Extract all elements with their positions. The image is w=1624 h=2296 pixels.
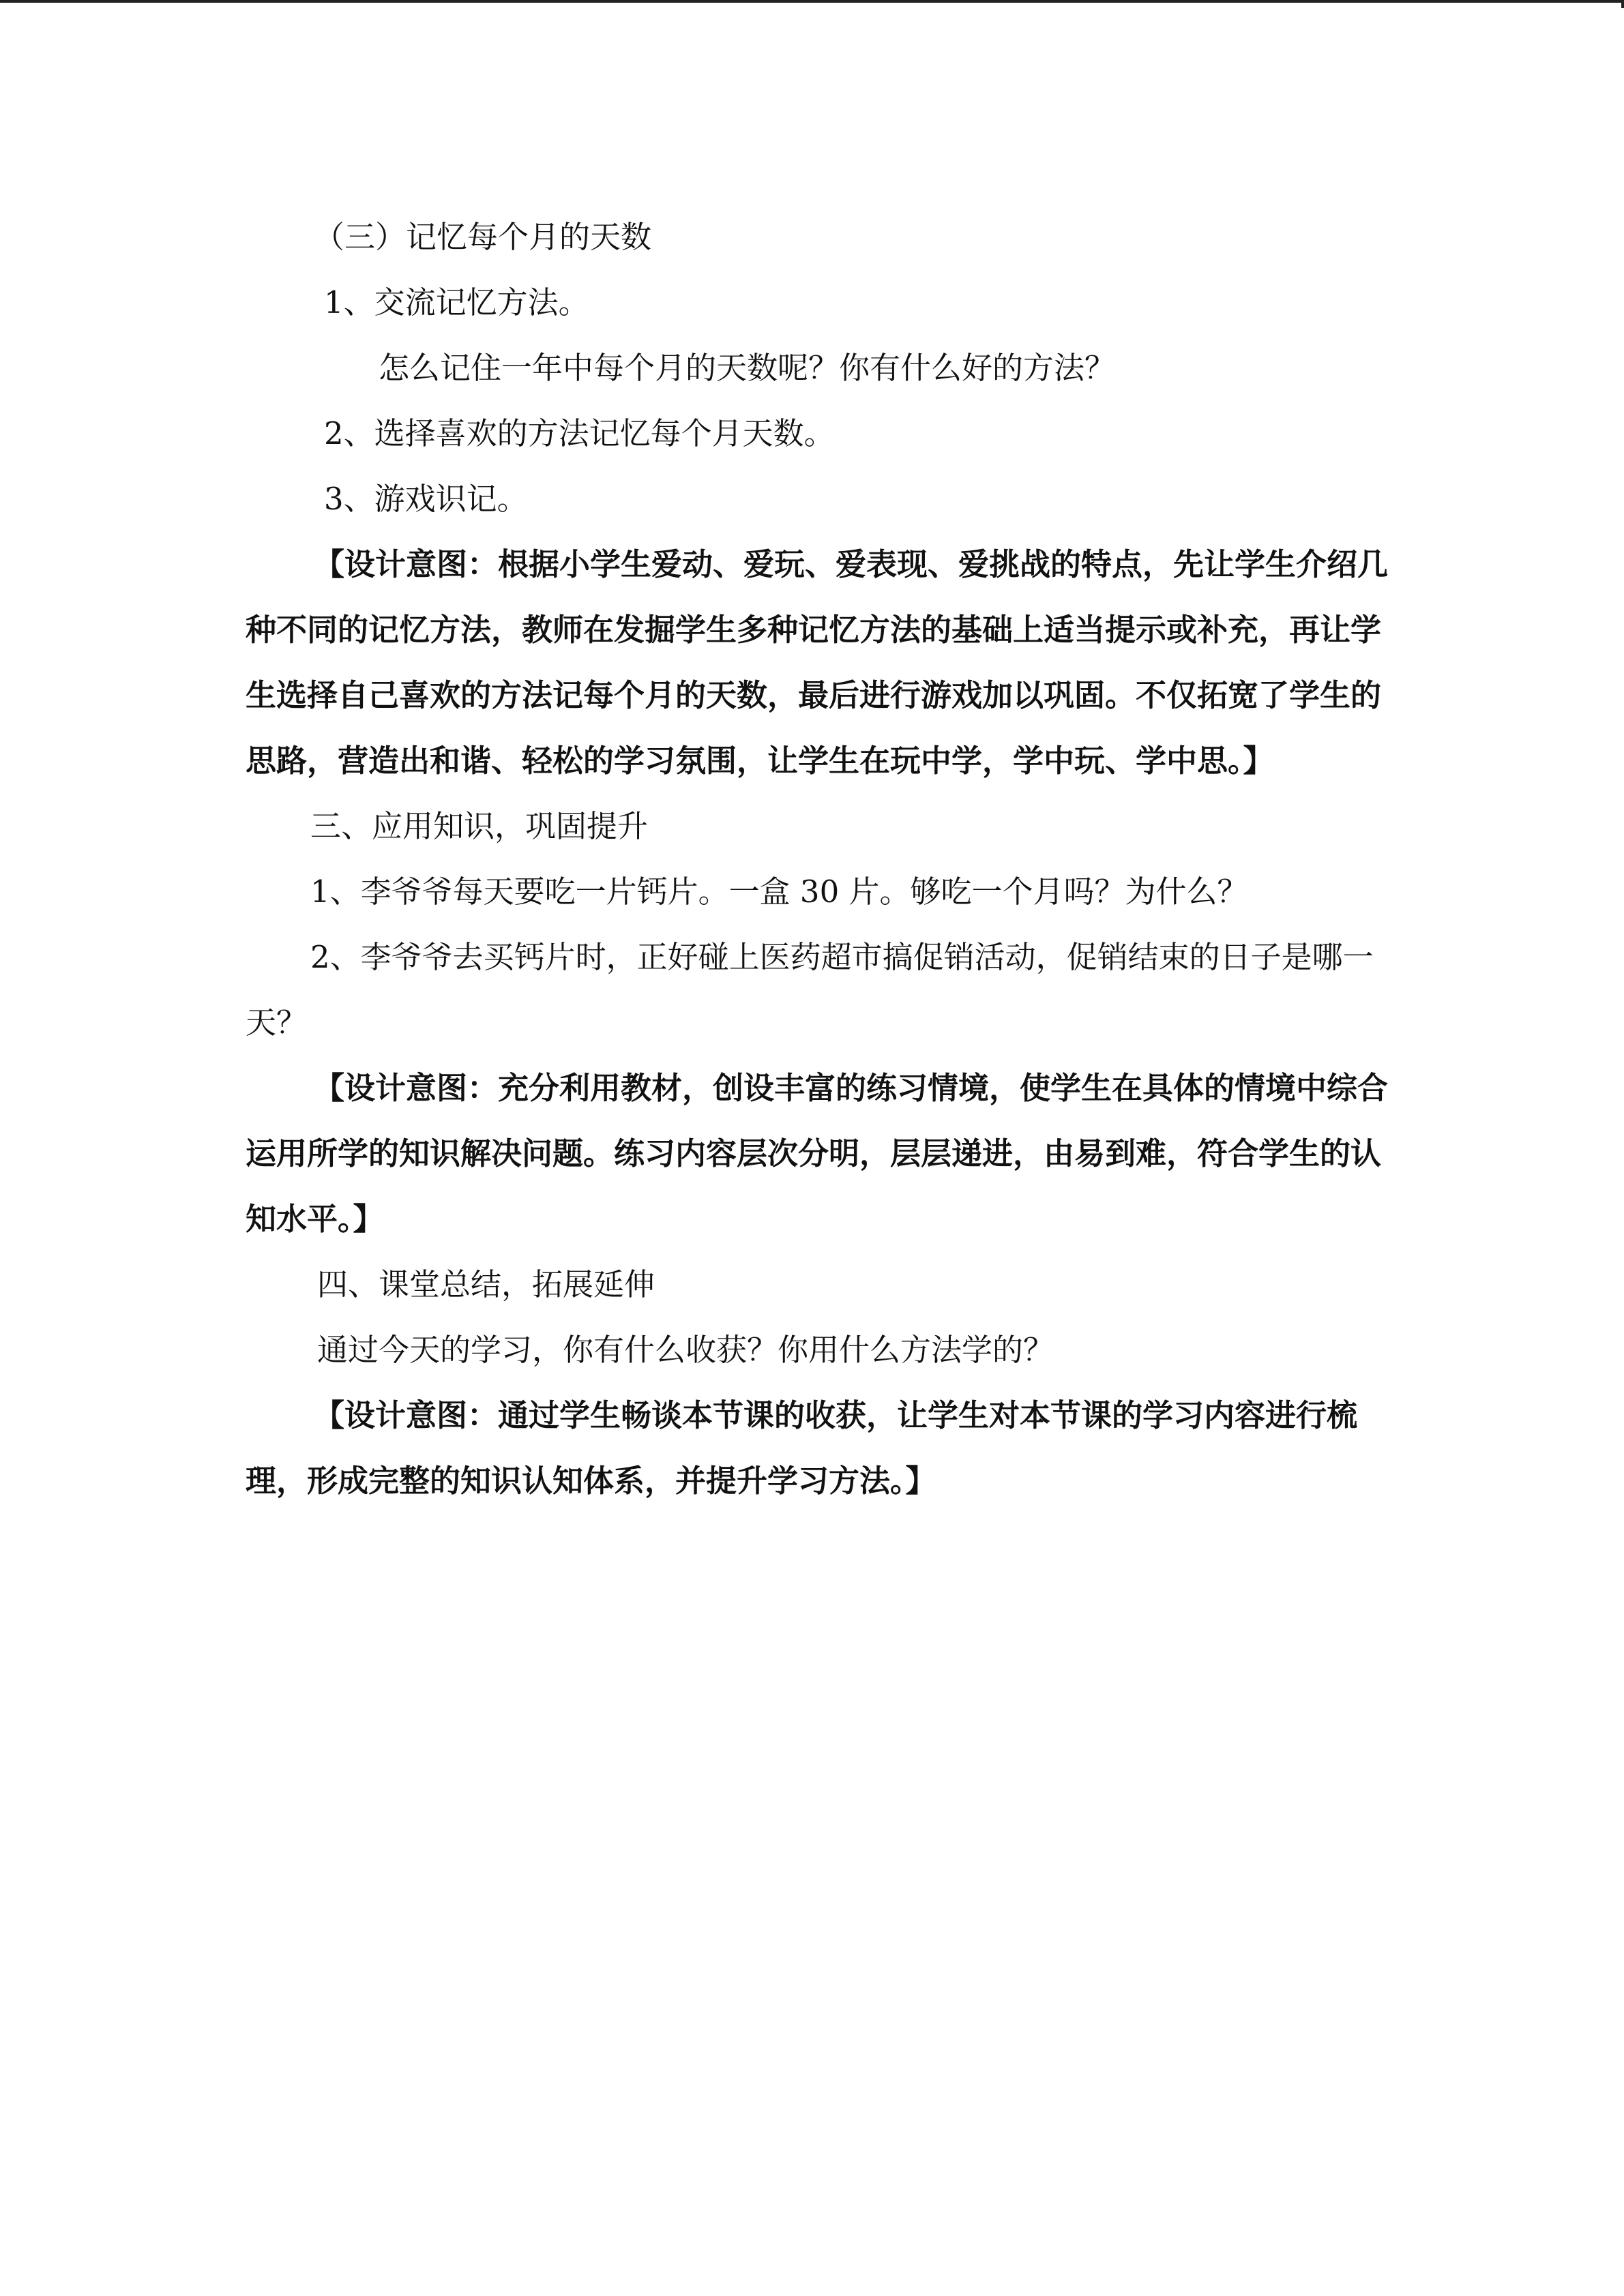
section-three-item-1-question: 怎么记住一年中每个月的天数呢？你有什么好的方法？ — [379, 350, 1116, 386]
section-three-design-intent: 【设计意图：根据小学生爱动、爱玩、爱表现、爱挑战的特点，先让学生介绍几种不同的记忆方法，教师在发掘学生多种记忆方法的基础上适当提示或补充，再让学生选择自己喜欢的方法记每个月的天数，最后进行游戏加以巩固。不仅拓宽了学生的思路，营造出和谐、轻松的学习氛围，让学生在玩中学，学中玩、学中思。】 — [246, 546, 1389, 779]
document-body — [246, 205, 1391, 1514]
part-four-heading: 四、课堂总结，拓展延伸 — [317, 1266, 655, 1302]
part-three-heading: 三、应用知识，巩固提升 — [310, 808, 649, 844]
page-corner-mark — [1621, 0, 1624, 8]
section-three-heading: （三）记忆每个月的天数 — [314, 219, 652, 255]
page-top-border — [0, 0, 1624, 3]
part-four-question: 通过今天的学习，你有什么收获？你用什么方法学的？ — [317, 1332, 1054, 1368]
section-three-item-2: 2、选择喜欢的方法记忆每个月天数。 — [324, 415, 835, 451]
part-three-question-1: 1、李爷爷每天要吃一片钙片。一盒 30 片。够吃一个月吗？为什么？ — [310, 874, 1248, 910]
part-four-design-intent: 【设计意图：通过学生畅谈本节课的收获，让学生对本节课的学习内容进行梳理，形成完整的知识认知体系，并提升学习方法。】 — [246, 1397, 1358, 1499]
section-three-item-1: 1、交流记忆方法。 — [324, 284, 589, 320]
part-three-question-2: 2、李爷爷去买钙片时，正好碰上医药超市搞促销活动，促销结束的日子是哪一天？ — [246, 939, 1374, 1041]
section-three-item-3: 3、游戏识记。 — [324, 481, 528, 517]
part-three-design-intent: 【设计意图：充分利用教材，创设丰富的练习情境，使学生在具体的情境中综合运用所学的知识解决问题。练习内容层次分明，层层递进，由易到难，符合学生的认知水平。】 — [246, 1070, 1389, 1237]
